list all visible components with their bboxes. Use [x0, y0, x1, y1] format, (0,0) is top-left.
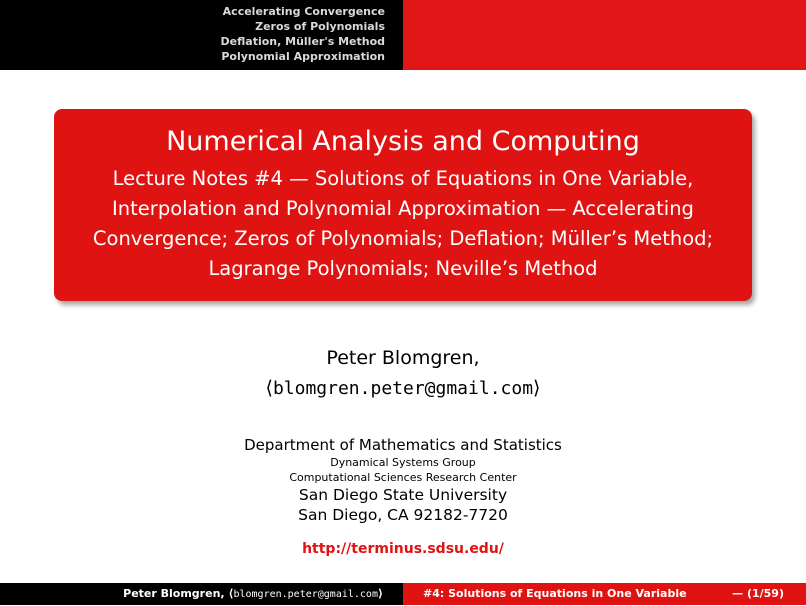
section-navigation — [0, 0, 403, 70]
footer-author-name: Peter Blomgren, — [123, 587, 225, 600]
slide-title: Numerical Analysis and Computing — [166, 126, 640, 157]
subtitle-line: Convergence; Zeros of Polynomials; Deflation; Müller’s Method; — [92, 227, 714, 250]
footer-lecture-info — [403, 583, 806, 605]
institution-block — [0, 435, 806, 525]
nav-item-accelerating-convergence[interactable]: Accelerating Convergence — [222, 5, 385, 18]
title-box — [54, 109, 752, 301]
footer-lecture-title: #4: Solutions of Equations in One Variable — [423, 587, 687, 600]
footer-bar — [0, 583, 806, 605]
subtitle-line: Lecture Notes #4 — Solutions of Equations in One Variable, — [112, 167, 694, 190]
research-group: Dynamical Systems Group — [330, 456, 476, 469]
research-center: Computational Sciences Research Center — [289, 471, 517, 484]
angle-open: ⟨ — [265, 377, 273, 399]
subtitle-line: Lagrange Polynomials; Neville’s Method — [208, 257, 598, 280]
nav-item-polynomial-approximation[interactable]: Polynomial Approximation — [221, 50, 385, 63]
footer-author — [0, 583, 403, 605]
footer-angle-close: ⟩ — [377, 587, 383, 600]
email-address: blomgren.peter@gmail.com — [272, 378, 534, 399]
footer-email: blomgren.peter@gmail.com — [233, 589, 378, 600]
website-link[interactable]: http://terminus.sdsu.edu/ — [302, 541, 504, 557]
address: San Diego, CA 92182-7720 — [298, 506, 508, 524]
header-accent-block — [403, 0, 806, 70]
nav-item-deflation-muller[interactable]: Deflation, Müller's Method — [220, 35, 385, 48]
header-bar — [0, 0, 806, 70]
angle-close: ⟩ — [533, 377, 541, 399]
subtitle-line: Interpolation and Polynomial Approximation — Accelerating — [112, 197, 694, 220]
university: San Diego State University — [298, 486, 508, 504]
slide-subtitle — [63, 164, 743, 284]
author-name: Peter Blomgren, — [326, 347, 480, 369]
author-email — [0, 373, 806, 404]
nav-item-zeros-of-polynomials[interactable]: Zeros of Polynomials — [255, 20, 385, 33]
author-block — [0, 343, 806, 404]
department: Department of Mathematics and Statistics — [244, 436, 562, 454]
footer-angle-open: ⟨ — [228, 587, 234, 600]
page-counter: — (1/59) — [732, 587, 784, 600]
